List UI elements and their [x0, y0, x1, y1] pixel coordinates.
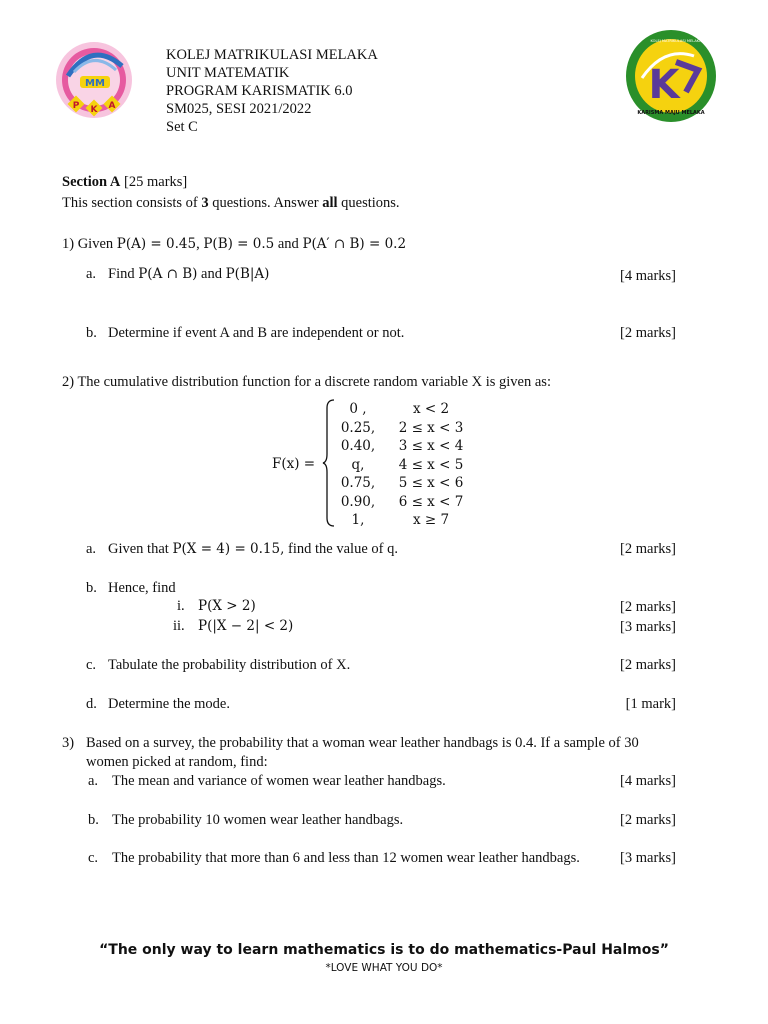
q2-stem: 2) The cumulative distribution function for a discrete random variable X is given as: [62, 374, 551, 390]
q3-label: 3) [62, 735, 75, 751]
q2b-label: b. [86, 580, 97, 596]
q3a-text: The mean and variance of women wear leather handbags. [112, 773, 446, 789]
q3-stem-line2: women picked at random, find: [86, 754, 268, 770]
cdf-condition-2: 3 ≤ x < 4 [398, 438, 464, 454]
cdf-condition-0: x < 2 [412, 401, 450, 417]
section-heading: Section A [25 marks] [62, 174, 188, 190]
q1a-text: Find P(A ∩ B) and P(B|A) [108, 266, 270, 282]
q3b-text: The probability 10 women wear leather handbags. [112, 812, 404, 828]
cdf-brace [322, 398, 336, 528]
q2bi-marks: [2 marks] [620, 599, 676, 615]
q3a-marks: [4 marks] [620, 773, 676, 789]
footer-tagline: *LOVE WHAT YOU DO* [325, 962, 443, 974]
cdf-value-4: 0.75, [340, 475, 376, 491]
q2c-marks: [2 marks] [620, 657, 676, 673]
q3a-label: a. [88, 773, 99, 789]
logo-top-caption: KOLEJ MATRIKULASI MELAKA [650, 39, 702, 43]
svg-text:K: K [90, 105, 98, 115]
q2c-label: c. [86, 657, 97, 673]
cdf-condition-5: 6 ≤ x < 7 [398, 493, 464, 510]
cdf-condition-1: 2 ≤ x < 3 [398, 419, 464, 436]
q1a-marks: [4 marks] [620, 268, 676, 284]
header-unit: UNIT MATEMATIK [166, 65, 290, 81]
q2bii-math: P(|X − 2| < 2) [198, 618, 294, 634]
cdf-condition-3: 4 ≤ x < 5 [398, 456, 464, 473]
cdf-value-1: 0.25, [340, 419, 376, 436]
cdf-value-6: 1, [351, 512, 365, 528]
header-program: PROGRAM KARISMATIK 6.0 [166, 83, 353, 99]
q1b-text: Determine if event A and B are independent or not. [108, 325, 405, 341]
q3-stem-line1: Based on a survey, the probability that a woman wear leather handbags is 0.4. If a sample of 30 [86, 735, 639, 751]
q3b-label: b. [88, 812, 99, 828]
q2a-text: Given that P(X = 4) = 0.15, find the value of q. [108, 541, 398, 557]
cdf-value-5: 0.90, [340, 493, 376, 510]
cdf-condition-6: x ≥ 7 [412, 512, 450, 528]
q2bii-marks: [3 marks] [620, 619, 676, 635]
q3c-marks: [3 marks] [620, 850, 676, 866]
cdf-value-3: q, [351, 456, 365, 473]
logo-mm-text: MM [85, 78, 105, 89]
cdf-fx-label: F(x) = [272, 456, 316, 472]
cdf-value-0: 0 , [349, 401, 367, 417]
q2b-text: Hence, find [108, 580, 176, 596]
q2bi-label: i. [177, 598, 185, 614]
q2d-marks: [1 mark] [625, 696, 676, 712]
q2bi-math: P(X > 2) [198, 598, 256, 614]
q1b-label: b. [86, 325, 97, 341]
q1a-label: a. [86, 266, 97, 282]
cdf-value-2: 0.40, [340, 438, 376, 454]
right-karisma-logo [624, 26, 718, 126]
q3c-label: c. [88, 850, 99, 866]
q2c-text: Tabulate the probability distribution of X. [108, 657, 351, 673]
header-set: Set C [166, 119, 198, 135]
footer-quote: “The only way to learn mathematics is to do mathematics-Paul Halmos” [99, 942, 669, 958]
q2bii-label: ii. [173, 618, 185, 634]
logo-k-letter: K [648, 62, 680, 108]
q3b-marks: [2 marks] [620, 812, 676, 828]
q2a-label: a. [86, 541, 97, 557]
svg-text:A: A [108, 101, 116, 111]
logo-karisma-caption: KARISMA MAJU MELAKA [637, 110, 705, 116]
svg-text:P: P [72, 101, 80, 111]
q2d-label: d. [86, 696, 97, 712]
cdf-condition-4: 5 ≤ x < 6 [398, 475, 464, 491]
q3c-text: The probability that more than 6 and less than 12 women wear leather handbags. [112, 850, 580, 866]
q1-stem: 1) Given P(A) = 0.45, P(B) = 0.5 and P(A′ ∩ B) = 0.2 [62, 236, 407, 252]
section-instructions: This section consists of 3 questions. Answer all questions. [62, 195, 400, 211]
header-college-name: KOLEJ MATRIKULASI MELAKA [166, 47, 378, 63]
q2d-text: Determine the mode. [108, 696, 230, 712]
header-session: SM025, SESI 2021/2022 [166, 101, 312, 117]
left-college-logo [52, 32, 136, 128]
q2a-marks: [2 marks] [620, 541, 676, 557]
q1b-marks: [2 marks] [620, 325, 676, 341]
